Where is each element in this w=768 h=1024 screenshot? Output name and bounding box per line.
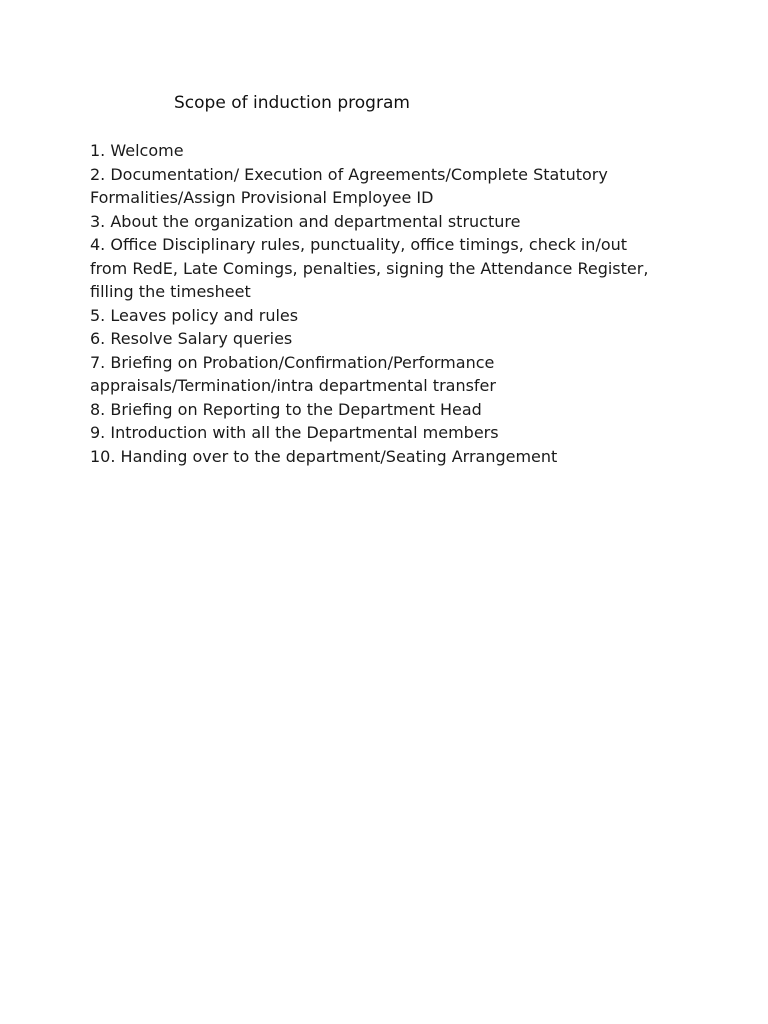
list-item [90, 398, 690, 422]
list-item-line: appraisals/Termination/intra departmental transfer [90, 376, 496, 395]
list-item-line: 2. Documentation/ Execution of Agreements/Complete Statutory [90, 164, 608, 184]
list-item-line: 4. Office Disciplinary rules, punctuality, office timings, check in/out [90, 235, 628, 254]
induction-items-list [90, 139, 690, 468]
list-item [90, 233, 690, 304]
list-item-line: 6. Resolve Salary queries [90, 329, 293, 348]
list-item-line: 8. Briefing on Reporting to the Department Head [90, 399, 482, 419]
list-item-line: 5. Leaves policy and rules [90, 305, 299, 325]
list-item [90, 210, 690, 234]
list-item-line: 10. Handing over to the department/Seating Arrangement [90, 446, 558, 466]
list-item [90, 327, 690, 351]
list-item-line: 1. Welcome [90, 141, 184, 160]
list-item [90, 445, 690, 469]
list-item-line: Formalities/Assign Provisional Employee ID [90, 188, 434, 207]
list-item-line: 9. Introduction with all the Departmental members [90, 423, 499, 442]
list-item [90, 351, 690, 398]
list-item-line: filling the timesheet [90, 282, 251, 301]
list-item-line: 3. About the organization and departmental structure [90, 211, 521, 231]
list-item [90, 304, 690, 328]
list-item-line: from RedE, Late Comings, penalties, signing the Attendance Register, [90, 258, 649, 278]
list-item [90, 139, 690, 163]
document-title: Scope of induction program [174, 93, 410, 113]
list-item [90, 421, 690, 445]
list-item-line: 7. Briefing on Probation/Confirmation/Performance [90, 352, 495, 372]
list-item [90, 163, 690, 210]
